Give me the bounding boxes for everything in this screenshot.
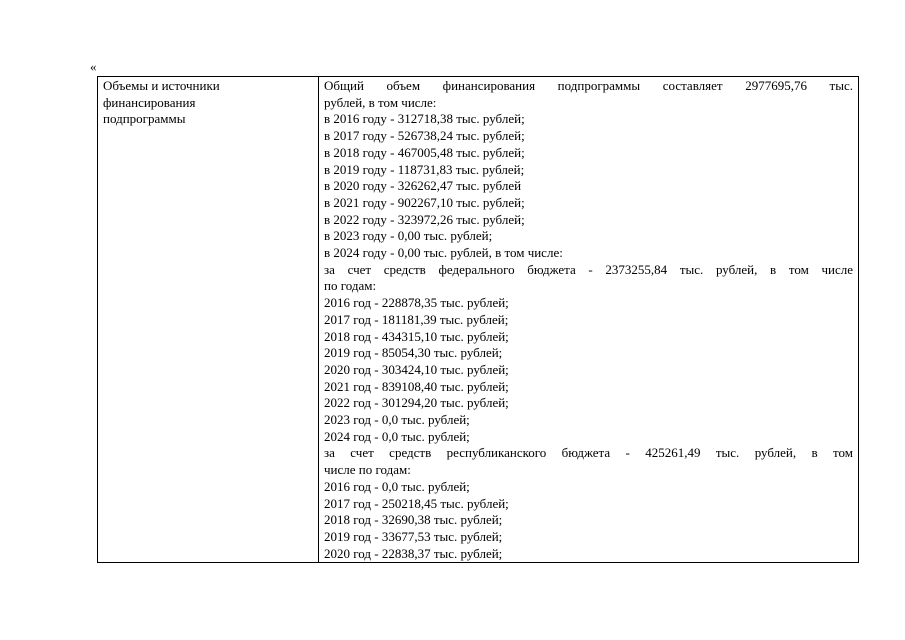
content-line: 2018 год - 32690,38 тыс. рублей; bbox=[324, 512, 503, 528]
label-line: подпрограммы bbox=[103, 111, 186, 127]
content-line: за счет средств федерального бюджета - 2373255,84 тыс. рублей, в том числе bbox=[324, 261, 853, 277]
content-line: 2024 год - 0,0 тыс. рублей; bbox=[324, 428, 470, 444]
content-line: 2016 год - 228878,35 тыс. рублей; bbox=[324, 295, 509, 311]
content-line: в 2017 году - 526738,24 тыс. рублей; bbox=[324, 128, 525, 144]
label-cell bbox=[98, 77, 319, 563]
content-line: в 2018 году - 467005,48 тыс. рублей; bbox=[324, 144, 525, 160]
content-cell bbox=[319, 77, 859, 563]
content-line: 2018 год - 434315,10 тыс. рублей; bbox=[324, 328, 509, 344]
content-line: в 2019 году - 118731,83 тыс. рублей; bbox=[324, 161, 525, 177]
table-row bbox=[98, 77, 859, 563]
content-line: 2020 год - 303424,10 тыс. рублей; bbox=[324, 361, 509, 377]
opening-quote: « bbox=[90, 59, 97, 74]
content-line: по годам: bbox=[324, 278, 377, 294]
label-line: финансирования bbox=[103, 94, 196, 110]
content-line: в 2023 году - 0,00 тыс. рублей; bbox=[324, 228, 493, 244]
financing-table bbox=[97, 76, 859, 563]
content-line: числе по годам: bbox=[324, 462, 411, 478]
content-line: рублей, в том числе: bbox=[324, 94, 437, 110]
content-line: 2017 год - 181181,39 тыс. рублей; bbox=[324, 311, 509, 327]
content-line: в 2024 году - 0,00 тыс. рублей, в том числе: bbox=[324, 245, 563, 261]
content-line: 2020 год - 22838,37 тыс. рублей; bbox=[324, 545, 503, 561]
content-line: в 2020 году - 326262,47 тыс. рублей bbox=[324, 178, 522, 194]
content-line: в 2021 году - 902267,10 тыс. рублей; bbox=[324, 194, 525, 210]
content-line: в 2022 году - 323972,26 тыс. рублей; bbox=[324, 211, 525, 227]
content-line: в 2016 году - 312718,38 тыс. рублей; bbox=[324, 111, 525, 127]
content-line: 2016 год - 0,0 тыс. рублей; bbox=[324, 478, 470, 494]
content-line: за счет средств республиканского бюджета - 425261,49 тыс. рублей, в том bbox=[324, 445, 853, 461]
label-line: Объемы и источники bbox=[103, 78, 220, 93]
content-line: Общий объем финансирования подпрограммы составляет 2977695,76 тыс. bbox=[324, 78, 853, 93]
content-line: 2021 год - 839108,40 тыс. рублей; bbox=[324, 378, 509, 394]
content-line: 2017 год - 250218,45 тыс. рублей; bbox=[324, 495, 509, 511]
content-line: 2019 год - 33677,53 тыс. рублей; bbox=[324, 528, 503, 544]
content-line: 2019 год - 85054,30 тыс. рублей; bbox=[324, 345, 503, 361]
content-line: 2022 год - 301294,20 тыс. рублей; bbox=[324, 395, 509, 411]
content-line: 2023 год - 0,0 тыс. рублей; bbox=[324, 412, 470, 428]
